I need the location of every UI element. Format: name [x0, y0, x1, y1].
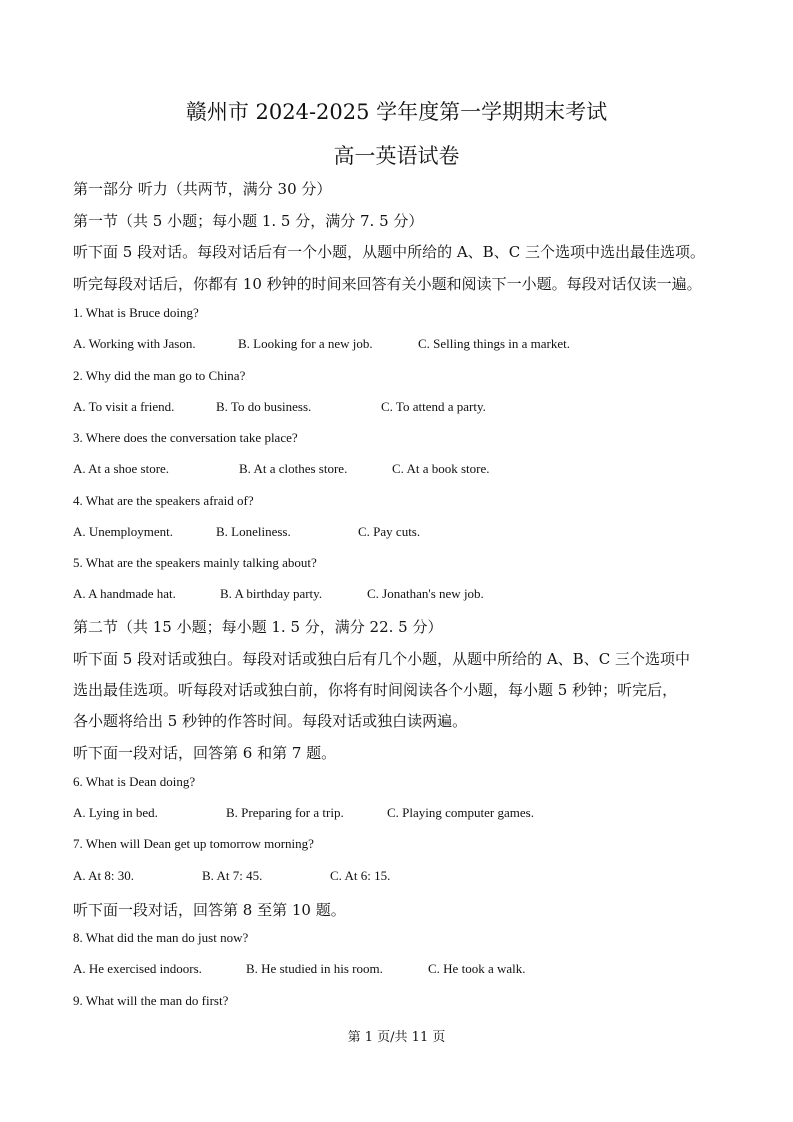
q6-option-b: B. Preparing for a trip.	[226, 805, 344, 820]
q1-option-a: A. Working with Jason.	[73, 336, 196, 351]
section2-instructions-1: 听下面 5 段对话或独白。每段对话或独白后有几个小题，从题中所给的 A、B、C 三个选项中	[73, 650, 690, 668]
q8-option-b: B. He studied in his room.	[246, 961, 383, 976]
q6-option-c: C. Playing computer games.	[387, 805, 534, 820]
q1-option-b: B. Looking for a new job.	[238, 336, 373, 351]
question-4: 4. What are the speakers afraid of?	[73, 493, 254, 508]
q2-option-a: A. To visit a friend.	[73, 399, 175, 414]
q6-option-a: A. Lying in bed.	[73, 805, 158, 820]
exam-subtitle: 高一英语试卷	[333, 144, 460, 168]
q1-option-c: C. Selling things in a market.	[418, 336, 571, 351]
question-9: 9. What will the man do first?	[73, 993, 229, 1008]
q8-option-a: A. He exercised indoors.	[73, 961, 202, 976]
q2-option-c: C. To attend a party.	[381, 399, 486, 414]
question-2: 2. Why did the man go to China?	[73, 368, 246, 383]
question-6: 6. What is Dean doing?	[73, 774, 196, 789]
q7-option-a: A. At 8: 30.	[73, 868, 135, 883]
section1-heading: 第一节（共 5 小题；每小题 1. 5 分，满分 7. 5 分）	[73, 212, 424, 230]
part1-heading: 第一部分 听力（共两节，满分 30 分）	[73, 180, 332, 198]
section2-instructions-3: 各小题将给出 5 秒钟的作答时间。每段对话或独白读两遍。	[73, 712, 468, 730]
section2-heading: 第二节（共 15 小题；每小题 1. 5 分，满分 22. 5 分）	[73, 618, 443, 636]
q8-option-c: C. He took a walk.	[428, 961, 526, 976]
section1-instructions-2: 听完每段对话后，你都有 10 秒钟的时间来回答有关小题和阅读下一小题。每段对话仅读一遍。	[73, 275, 702, 293]
question-1: 1. What is Bruce doing?	[73, 305, 199, 320]
exam-title: 赣州市 2024-2025 学年度第一学期期末考试	[185, 100, 608, 124]
page-footer: 第 1 页/共 11 页	[347, 1030, 446, 1045]
question-8: 8. What did the man do just now?	[73, 930, 249, 945]
q3-option-b: B. At a clothes store.	[239, 461, 348, 476]
section2-instructions-2: 选出最佳选项。听每段对话或独白前，你将有时间阅读各个小题，每小题 5 秒钟；听完后，	[73, 681, 678, 699]
q5-option-c: C. Jonathan's new job.	[367, 586, 484, 601]
q7-option-c: C. At 6: 15.	[330, 868, 391, 883]
q4-option-a: A. Unemployment.	[73, 524, 174, 539]
dialogue-6-intro: 听下面一段对话，回答第 6 和第 7 题。	[73, 744, 337, 762]
q5-option-b: B. A birthday party.	[220, 586, 323, 601]
question-5: 5. What are the speakers mainly talking about?	[73, 555, 317, 570]
q2-option-b: B. To do business.	[216, 399, 312, 414]
q4-option-c: C. Pay cuts.	[358, 524, 421, 539]
q5-option-a: A. A handmade hat.	[73, 586, 176, 601]
dialogue-7-intro: 听下面一段对话，回答第 8 至第 10 题。	[73, 901, 346, 919]
q3-option-a: A. At a shoe store.	[73, 461, 170, 476]
q7-option-b: B. At 7: 45.	[202, 868, 263, 883]
q3-option-c: C. At a book store.	[392, 461, 490, 476]
question-3: 3. Where does the conversation take place?	[73, 430, 298, 445]
section1-instructions-1: 听下面 5 段对话。每段对话后有一个小题，从题中所给的 A、B、C 三个选项中选出最佳选项。	[73, 243, 705, 261]
q4-option-b: B. Loneliness.	[216, 524, 291, 539]
question-7: 7. When will Dean get up tomorrow morning?	[73, 836, 314, 851]
